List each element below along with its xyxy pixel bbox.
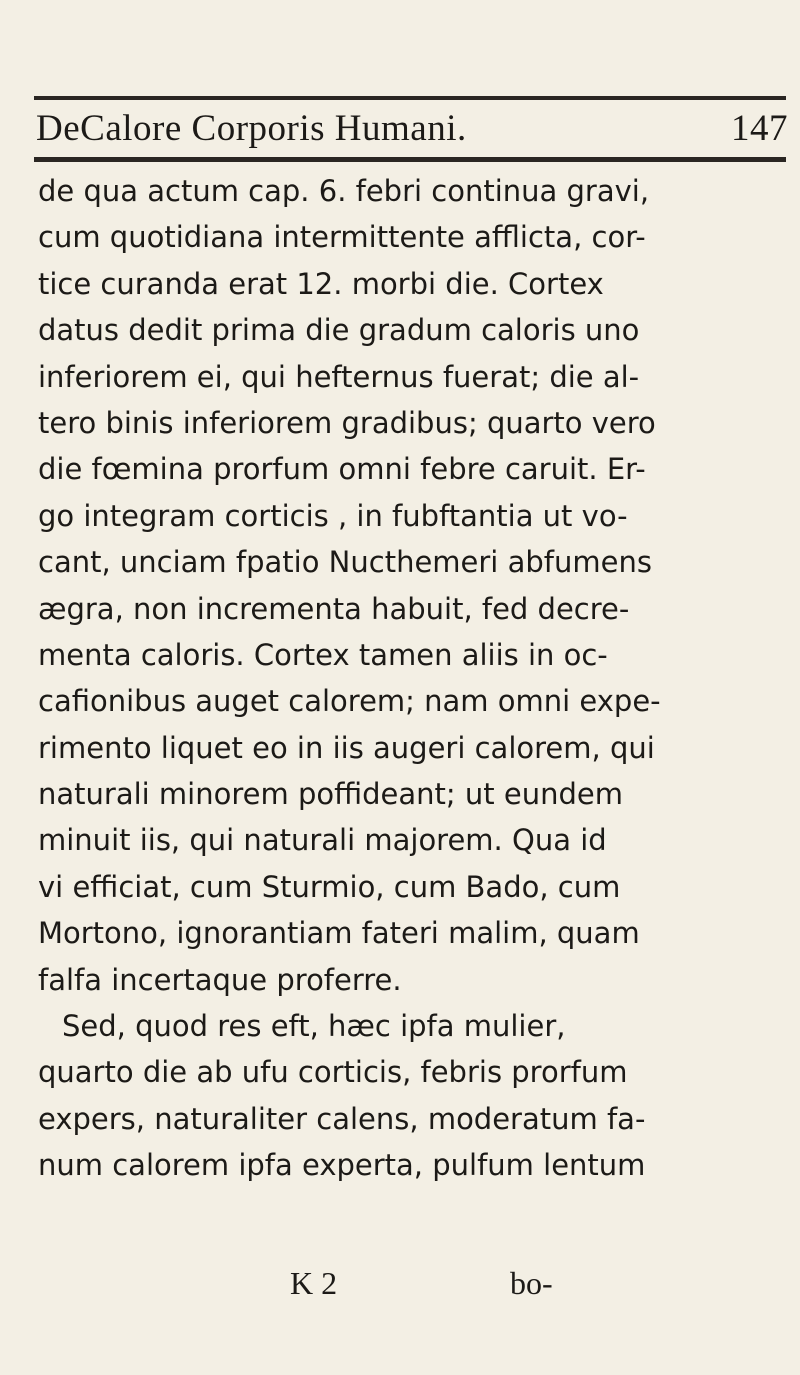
- body-text: [38, 168, 788, 1189]
- text-line: go integram corticis , in fubftantia ut vo-: [38, 498, 628, 533]
- text-line: vi efficiat, cum Sturmio, cum Bado, cum: [38, 869, 621, 904]
- text-line: minuit iis, qui naturali majorem. Qua id: [38, 823, 607, 858]
- text-line: quarto die ab ufu corticis, febris prorfum: [38, 1055, 628, 1090]
- catchword: bo-: [510, 1265, 553, 1301]
- text-line: Sed, quod res eft, hæc ipfa mulier,: [62, 1009, 566, 1044]
- text-line: cant, unciam fpatio Nucthemeri abfumens: [38, 545, 652, 580]
- text-line: tice curanda erat 12. morbi die. Cortex: [38, 266, 604, 301]
- text-line: cafionibus auget calorem; nam omni expe-: [38, 684, 661, 719]
- page-footer: [290, 1260, 690, 1306]
- page-number: 147: [731, 108, 788, 149]
- text-line: de qua actum cap. 6. febri continua gravi,: [38, 174, 650, 208]
- text-line: naturali minorem poffideant; ut eundem: [38, 777, 623, 812]
- text-line: cum quotidiana intermittente afflicta, cor-: [38, 220, 646, 255]
- header-rule-top: [34, 96, 786, 100]
- text-line: num calorem ipfa experta, pulfum lentum: [38, 1148, 646, 1183]
- text-line: datus dedit prima die gradum caloris uno: [38, 313, 640, 348]
- text-line: menta caloris. Cortex tamen aliis in oc-: [38, 637, 608, 672]
- header-rule-bottom: [34, 157, 786, 162]
- text-line: die fœmina prorfum omni febre caruit. Er-: [38, 452, 646, 487]
- text-line: inferiorem ei, qui hefternus fuerat; die al-: [38, 359, 640, 394]
- text-line: Mortono, ignorantiam fateri malim, quam: [38, 916, 640, 951]
- running-header: [36, 104, 788, 154]
- running-title: DeCalore Corporis Humani.: [36, 108, 467, 149]
- text-line: falfa incertaque proferre.: [38, 962, 402, 997]
- text-line: tero binis inferiorem gradibus; quarto vero: [38, 405, 656, 440]
- text-line: rimento liquet eo in iis augeri calorem, qui: [38, 730, 655, 765]
- signature-mark: K 2: [290, 1265, 338, 1301]
- text-line: ægra, non incrementa habuit, fed decre-: [38, 591, 630, 626]
- text-line: expers, naturaliter calens, moderatum fa-: [38, 1101, 646, 1136]
